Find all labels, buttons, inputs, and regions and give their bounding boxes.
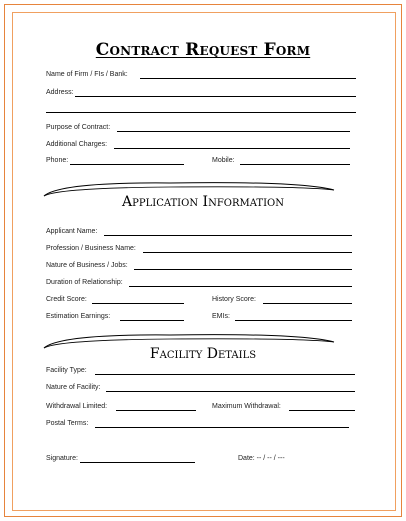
maximum-withdrawal-field[interactable]	[289, 410, 355, 411]
mobile-label: Mobile:	[212, 157, 235, 164]
history-score-field[interactable]	[263, 303, 352, 304]
applicant-name-field[interactable]	[104, 235, 352, 236]
postal-terms-field[interactable]	[95, 427, 349, 428]
applicant-name-label: Applicant Name:	[46, 228, 98, 235]
credit-score-field[interactable]	[92, 303, 184, 304]
maximum-withdrawal-label: Maximum Withdrawal:	[212, 403, 281, 410]
address-field-line-1[interactable]	[75, 96, 356, 97]
withdrawal-limited-label: Withdrawal Limited:	[46, 403, 108, 410]
date-field[interactable]: Date: -- / -- / ---	[238, 455, 285, 462]
facility-type-field[interactable]	[95, 374, 355, 375]
purpose-field[interactable]	[117, 131, 350, 132]
mobile-field[interactable]	[240, 164, 350, 165]
signature-label: Signature:	[46, 455, 78, 462]
profession-label: Profession / Business Name:	[46, 245, 136, 252]
estimation-earnings-field[interactable]	[120, 320, 184, 321]
estimation-earnings-label: Estimation Earnings:	[46, 313, 111, 320]
emis-label: EMIs:	[212, 313, 230, 320]
nature-facility-label: Nature of Facility:	[46, 384, 101, 391]
address-field-line-2[interactable]	[46, 112, 356, 113]
firm-name-label: Name of Firm / FIs / Bank:	[46, 71, 128, 78]
nature-facility-field[interactable]	[106, 391, 355, 392]
form-title: Contract Request Form	[95, 40, 311, 60]
profession-field[interactable]	[143, 252, 352, 253]
outer-border	[4, 4, 402, 517]
history-score-label: History Score:	[212, 296, 256, 303]
nature-business-field[interactable]	[134, 269, 352, 270]
emis-field[interactable]	[235, 320, 352, 321]
firm-name-field[interactable]	[140, 78, 356, 79]
application-section-title: Application Information	[122, 194, 284, 210]
nature-business-label: Nature of Business / Jobs:	[46, 262, 128, 269]
phone-label: Phone:	[46, 157, 69, 164]
additional-charges-label: Additional Charges:	[46, 141, 108, 148]
postal-terms-label: Postal Terms:	[46, 420, 89, 427]
facility-section-title: Facility Details	[149, 346, 257, 362]
address-label: Address:	[46, 89, 74, 96]
duration-label: Duration of Relationship:	[46, 279, 123, 286]
purpose-label: Purpose of Contract:	[46, 124, 111, 131]
additional-charges-field[interactable]	[114, 148, 350, 149]
facility-type-label: Facility Type:	[46, 367, 87, 374]
duration-field[interactable]	[129, 286, 352, 287]
credit-score-label: Credit Score:	[46, 296, 87, 303]
phone-field[interactable]	[70, 164, 184, 165]
signature-field[interactable]	[80, 462, 195, 463]
withdrawal-limited-field[interactable]	[116, 410, 196, 411]
